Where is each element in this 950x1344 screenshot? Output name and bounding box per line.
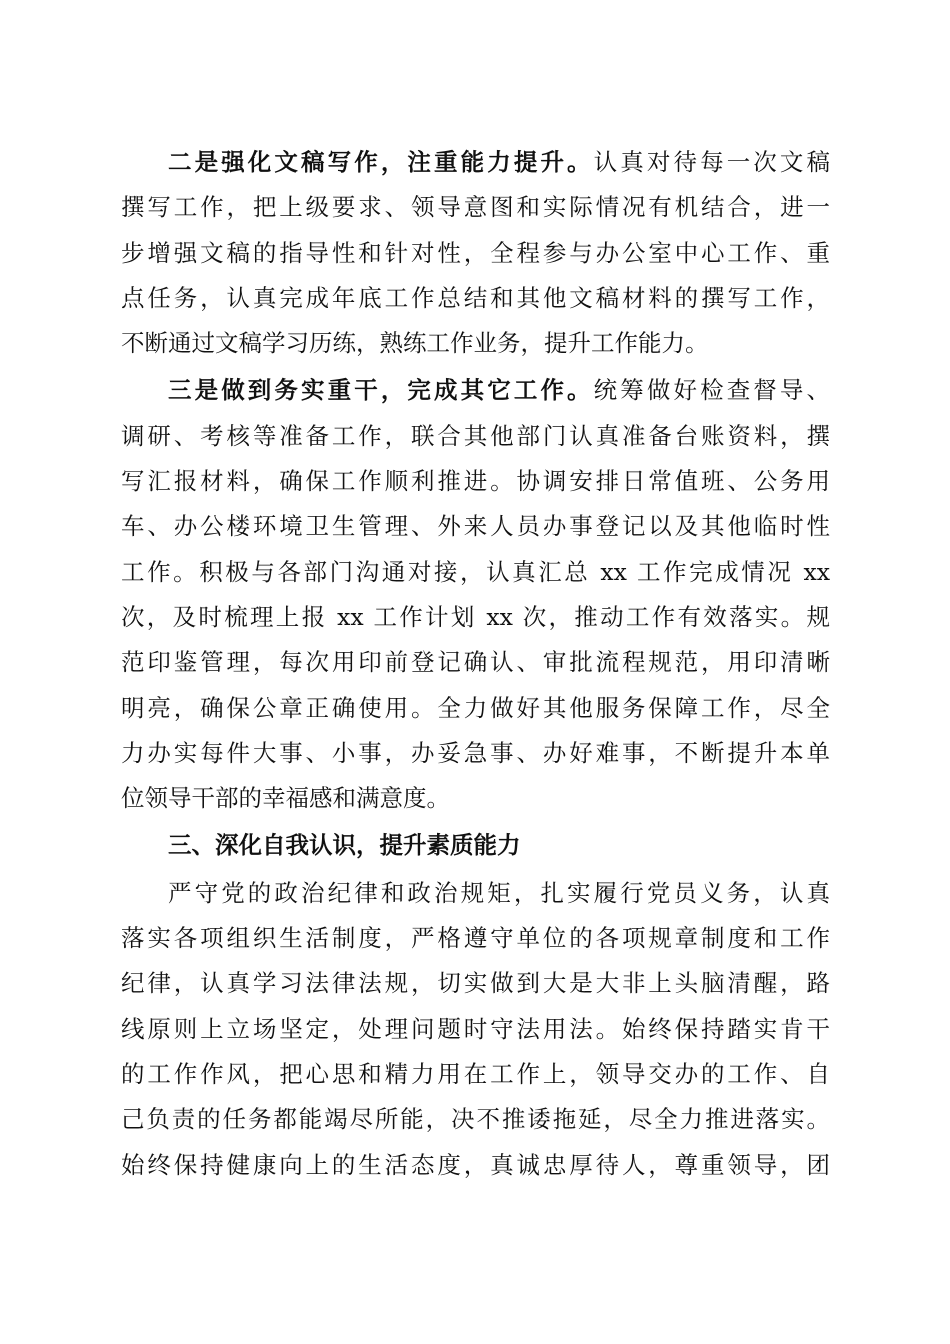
paragraph-line: [121, 368, 830, 413]
paragraph-line: 始终保持健康向上的生活态度，真诚忠厚待人，尊重领导，团: [121, 1150, 830, 1179]
paragraph-text: 认真对待每一次文稿: [593, 148, 831, 176]
paragraph-lead: 二是强化文稿写作，注重能力提升。: [168, 148, 594, 176]
paragraph-line: 严守党的政治纪律和政治规矩，扎实履行党员义务，认真: [168, 878, 830, 907]
paragraph-line: 落实各项组织生活制度，严格遵守单位的各项规章制度和工作: [121, 924, 830, 953]
paragraph-line: 线原则上立场坚定，处理问题时守法用法。始终保持踏实肯干: [121, 1014, 830, 1043]
paragraph-line: 的工作作风，把心思和精力用在工作上，领导交办的工作、自: [121, 1059, 830, 1088]
paragraph-lead: 三是做到务实重干，完成其它工作。: [168, 376, 594, 405]
paragraph-line: [121, 140, 830, 185]
paragraph-line: 位领导干部的幸福感和满意度。: [121, 784, 450, 813]
paragraph-other-work: [121, 368, 830, 821]
paragraph-line: 写汇报材料，确保工作顺利推进。协调安排日常值班、公务用: [121, 467, 830, 496]
paragraph-line: 步增强文稿的指导性和针对性，全程参与办公室中心工作、重: [121, 238, 830, 267]
paragraph-line: 点任务，认真完成年底工作总结和其他文稿材料的撰写工作，: [121, 283, 830, 312]
paragraph-line: 撰写工作，把上级要求、领导意图和实际情况有机结合，进一: [121, 193, 830, 222]
paragraph-text: 统筹做好检查督导、: [593, 376, 831, 405]
paragraph-line: 调研、考核等准备工作，联合其他部门认真准备台账资料，撰: [121, 421, 830, 450]
paragraph-writing: [121, 140, 830, 366]
paragraph-line: 纪律，认真学习法律法规，切实做到大是大非上头脑清醒，路: [121, 969, 830, 998]
paragraph-line: 明亮，确保公章正确使用。全力做好其他服务保障工作，尽全: [121, 693, 830, 722]
paragraph-line: 车、办公楼环境卫生管理、外来人员办事登记以及其他临时性: [121, 512, 830, 541]
paragraph-line: 己负责的任务都能竭尽所能，决不推诿拖延，尽全力推进落实。: [121, 1105, 830, 1134]
paragraph-line: 次，及时梳理上报 xx 工作计划 xx 次，推动工作有效落实。规: [121, 602, 830, 631]
paragraph-line: 力办实每件大事、小事，办妥急事、办好难事，不断提升本单: [121, 738, 830, 767]
paragraph-line: 工作。积极与各部门沟通对接，认真汇总 xx 工作完成情况 xx: [121, 557, 830, 586]
section-heading: 三、深化自我认识，提升素质能力: [168, 831, 521, 860]
paragraph-self-awareness: [121, 871, 830, 1188]
paragraph-line: 不断通过文稿学习历练，熟练工作业务，提升工作能力。: [121, 329, 709, 358]
paragraph-line: 范印鉴管理，每次用印前登记确认、审批流程规范，用印清晰: [121, 648, 830, 677]
